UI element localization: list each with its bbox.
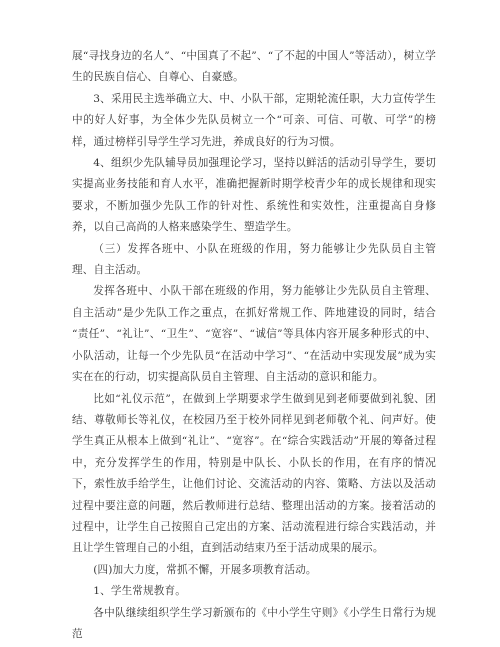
document-body — [72, 46, 436, 645]
paragraph-activities-continued: 展“寻找身边的名人”、“中国真了不起”、“了不起的中国人”等活动），树立学生的民族自信心、自尊心、自豪感。 — [72, 50, 436, 84]
paragraph-code-of-conduct: 各中队继续组织学生学习新颁布的《中小学生守则》《小学生日常行为规范 — [72, 606, 436, 640]
paragraph-squad-role: 发挥各班中、小队干部在班级的作用，努力能够让少先队员自主管理、自主活动”是少先队工作之重点，在抓好常规工作、阵地建设的同时，结合 “责任”、“礼让”、“卫生”、“宽容”、“诚信”等具体内容开展多种形式的中、小队活动，让每一个少先队员“在活动中学习”、“在活动中实现发展”成为实实在在的行动，切实提高队员自主管理、自主活动的意识和能力。 — [72, 285, 436, 384]
subheading-routine-education: 1、学生常规教育。 — [93, 585, 187, 598]
paragraph-etiquette-example: 比如“礼仪示范”，在做到上学期要求学生做到见到老师要做到礼貌、团结、尊敬师长等礼仪，在校园乃至于校外同样见到老师敬个礼、问声好。使学生真正从根本上做到“礼让”、“宽容”。在“综合实践活动”开展的筹备过程中，充分发挥学生的作用，特别是中队长、小队长的作用，在有序的情况下，索性放手给学生，让他们讨论、交流活动的内容、策略、方法以及活动过程中要注意的问题，然后教师进行总结、整理出活动的方案。接着活动的过程中，让学生自己按照自己定出的方案、活动流程进行综合实践活动，并且让学生管理自己的小组，直到活动结束乃至于活动成果的展示。 — [72, 392, 436, 555]
paragraph-item-3-elections: 3、采用民主选举确立大、中、小队干部，定期轮流任职，大力宣传学生中的好人好事，为全体少先队员树立一个“可亲、可信、可敬、可学”的榜样，通过榜样引导学生学习先进，养成良好的行为习惯。 — [72, 92, 436, 148]
section-heading-3: （三）发挥各班中、小队在班级的作用，努力能够让少先队员自主管理、自主活动。 — [72, 242, 436, 277]
section-heading-4: (四)加大力度，常抓不懈，开展多项教育活动。 — [93, 563, 317, 576]
paragraph-item-4-counselor-training: 4、组织少先队辅导员加强理论学习，坚持以鲜活的活动引导学生，要切实提高业务技能和育人水平，准确把握新时期学校青少年的成长规律和现实要求，不断加强少先队工作的针对性、系统性和实效性，注重提高自身修养，以自己高尚的人格来感染学生、塑造学生。 — [72, 157, 436, 234]
